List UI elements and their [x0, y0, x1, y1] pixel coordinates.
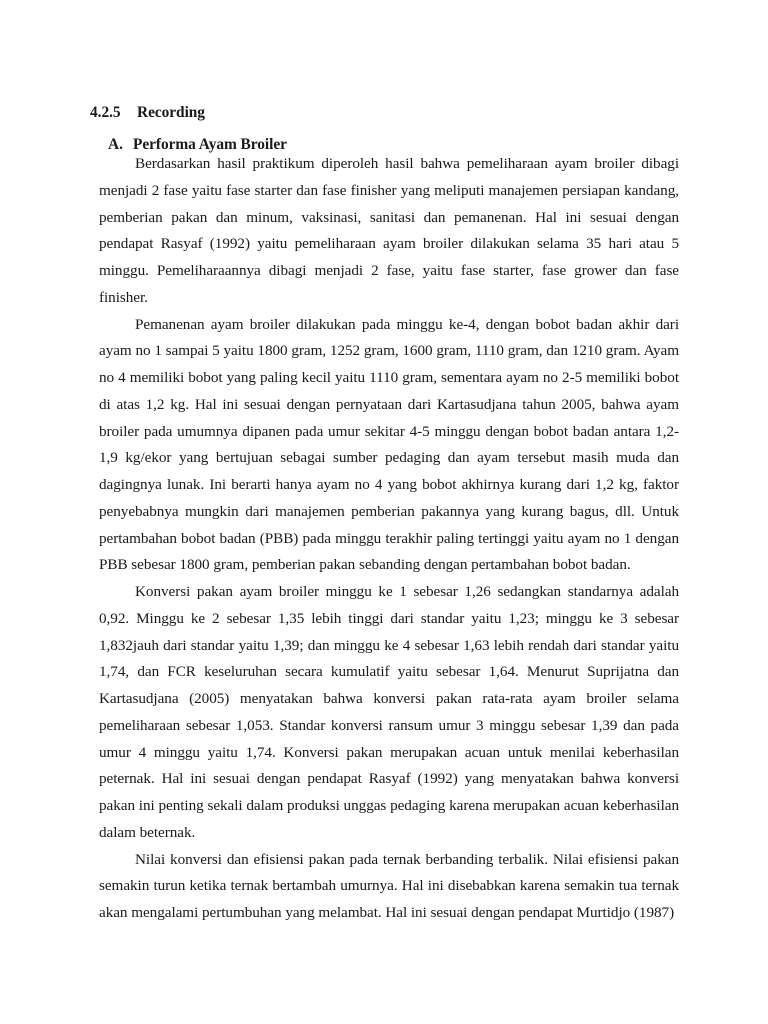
paragraph-3: Konversi pakan ayam broiler minggu ke 1 sebesar 1,26 sedangkan standarnya adalah 0,92. Minggu ke 2 sebesar 1,35 lebih tinggi dari standar yaitu 1,23; minggu ke 3 sebesar 1,832jauh dari standar yaitu 1,39; dan minggu ke 4 sebesar 1,63 lebih rendah dari standar yaitu 1,74, dan FCR keseluruhan secara kumulatif yaitu sebesar 1,64. Menurut Suprijatna dan Kartasudjana (2005) menyatakan bahwa konversi pakan rata-rata ayam broiler selama pemeliharaan sebesar 1,053. Standar konversi ransum umur 3 minggu sebesar 1,39 dan pada umur 4 minggu yaitu 1,74. Konversi pakan merupakan acuan untuk menilai keberhasilan peternak. Hal ini sesuai dengan pendapat Rasyaf (1992) yang menyatakan bahwa konversi pakan ini penting sekali dalam produksi unggas pedaging karena merupakan acuan keberhasilan dalam beternak.	[99, 583, 679, 841]
subsection-letter: A.	[108, 136, 123, 153]
body-text	[99, 151, 679, 927]
section-title: Recording	[137, 104, 205, 121]
subsection-title: Performa Ayam Broiler	[133, 136, 287, 153]
paragraph-4: Nilai konversi dan efisiensi pakan pada ternak berbanding terbalik. Nilai efisiensi pakan semakin turun ketika ternak bertambah umurnya. Hal ini disebabkan karena semakin tua ternak akan mengalami pertumbuhan yang melambat. Hal ini sesuai dengan pendapat Murtidjo (1987)	[99, 850, 679, 921]
section-number: 4.2.5	[90, 104, 121, 121]
paragraph-2: Pemanenan ayam broiler dilakukan pada minggu ke-4, dengan bobot badan akhir dari ayam no 1 sampai 5 yaitu 1800 gram, 1252 gram, 1600 gram, 1110 gram, dan 1210 gram. Ayam no 4 memiliki bobot yang paling kecil yaitu 1110 gram, sementara ayam no 2-5 memiliki bobot di atas 1,2 kg. Hal ini sesuai dengan pernyataan dari Kartasudjana tahun 2005, bahwa ayam broiler pada umumnya dipanen pada umur sekitar 4-5 minggu dengan bobot badan antara 1,2-1,9 kg/ekor yang bertujuan sebagai sumber pedaging dan ayam tersebut masih muda dan dagingnya lunak. Ini berarti hanya ayam no 4 yang bobot akhirnya kurang dari 1,2 kg, faktor penyebabnya mungkin dari manajemen pemberian pakannya yang kurang bagus, dll. Untuk pertambahan bobot badan (PBB) pada minggu terakhir paling tertinggi yaitu ayam no 1 dengan PBB sebesar 1800 gram, pemberian pakan sebanding dengan pertambahan bobot badan.	[99, 315, 679, 574]
paragraph-1: Berdasarkan hasil praktikum diperoleh hasil bahwa pemeliharaan ayam broiler dibagi menjadi 2 fase yaitu fase starter dan fase finisher yang meliputi manajemen persiapan kandang, pemberian pakan dan minum, vaksinasi, sanitasi dan pemanenan. Hal ini sesuai dengan pendapat Rasyaf (1992) yaitu pemeliharaan ayam broiler dilakukan selama 35 hari atau 5 minggu. Pemeliharaannya dibagi menjadi 2 fase, yaitu fase starter, fase grower dan fase finisher.	[99, 155, 679, 306]
section-heading	[90, 103, 205, 123]
